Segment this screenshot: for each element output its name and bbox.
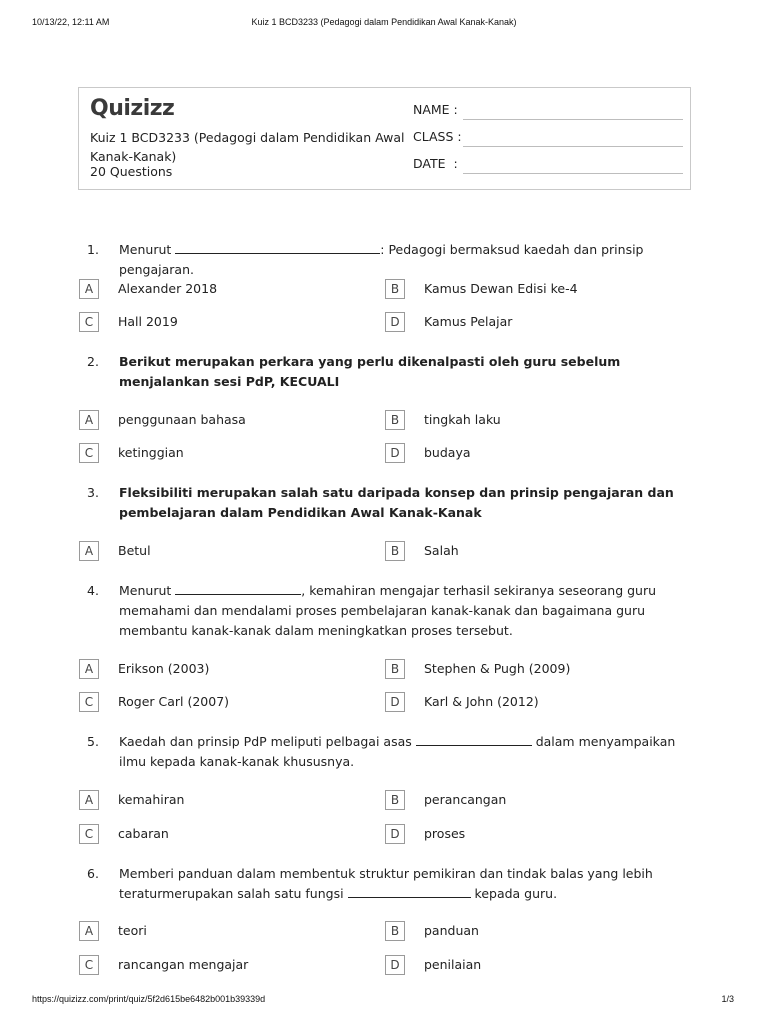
option-text: rancangan mengajar	[118, 957, 249, 972]
print-title: Kuiz 1 BCD3233 (Pedagogi dalam Pendidikan Awal Kanak-Kanak)	[251, 17, 517, 27]
option-letter: A	[79, 790, 99, 810]
print-datetime: 10/13/22, 12:11 AM	[32, 17, 110, 27]
option-letter: B	[385, 790, 405, 810]
option-letter: C	[79, 443, 99, 463]
question-number: 5.	[87, 734, 99, 749]
question-number: 6.	[87, 866, 99, 881]
option-text: penilaian	[424, 957, 482, 972]
option-text: Kamus Dewan Edisi ke-4	[424, 281, 578, 296]
quizizz-logo: Quizizz	[90, 96, 175, 121]
question-count: 20 Questions	[90, 164, 173, 179]
question-text: Fleksibiliti merupakan salah satu daripada konsep dan prinsip pengajaran dan pembelajaran dalam Pendidikan Awal Kanak-Kanak	[119, 485, 674, 520]
option-letter: C	[79, 692, 99, 712]
option-text: panduan	[424, 923, 479, 938]
option-letter: D	[385, 955, 405, 975]
class-line[interactable]	[463, 146, 683, 147]
question-text: Menurut : Pedagogi bermaksud kaedah dan prinsip pengajaran.	[119, 242, 644, 277]
option-letter: A	[79, 921, 99, 941]
answer-blank	[175, 581, 301, 595]
option-letter: D	[385, 443, 405, 463]
option-letter: C	[79, 312, 99, 332]
option-letter: A	[79, 410, 99, 430]
quiz-title: Kuiz 1 BCD3233 (Pedagogi dalam Pendidikan Awal Kanak-Kanak)	[90, 130, 405, 164]
class-field[interactable]	[413, 129, 683, 149]
date-field[interactable]	[413, 156, 683, 176]
option-text: tingkah laku	[424, 412, 501, 427]
question-number: 1.	[87, 242, 99, 257]
date-label: DATE :	[413, 156, 458, 171]
option-text: ketinggian	[118, 445, 184, 460]
option-text: Karl & John (2012)	[424, 694, 539, 709]
option-letter: B	[385, 410, 405, 430]
question-text: Kaedah dan prinsip PdP meliputi pelbagai asas dalam menyampaikan ilmu kepada kanak-kanak khususnya.	[119, 734, 676, 769]
option-text: Kamus Pelajar	[424, 314, 513, 329]
date-line[interactable]	[463, 173, 683, 174]
option-letter: A	[79, 659, 99, 679]
question-number: 4.	[87, 583, 99, 598]
question-text: Memberi panduan dalam membentuk struktur pemikiran dan tindak balas yang lebih teraturmerupakan salah satu fungsi kepada guru.	[119, 866, 653, 901]
option-text: kemahiran	[118, 792, 185, 807]
option-letter: B	[385, 921, 405, 941]
option-text: Roger Carl (2007)	[118, 694, 230, 709]
option-text: proses	[424, 826, 466, 841]
answer-blank	[175, 240, 380, 254]
name-field[interactable]	[413, 102, 683, 122]
option-text: perancangan	[424, 792, 507, 807]
option-letter: B	[385, 279, 405, 299]
name-line[interactable]	[463, 119, 683, 120]
option-text: penggunaan bahasa	[118, 412, 246, 427]
question-text: Menurut , kemahiran mengajar terhasil sekiranya seseorang guru memahami dan mendalami proses pembelajaran kanak-kanak dan bagaimana guru membantu kanak-kanak dalam meningkatkan proses tersebut.	[119, 583, 657, 638]
option-letter: B	[385, 541, 405, 561]
class-label: CLASS :	[413, 129, 462, 144]
option-letter: A	[79, 279, 99, 299]
option-letter: A	[79, 541, 99, 561]
question-number: 3.	[87, 485, 99, 500]
question-number: 2.	[87, 354, 99, 369]
answer-blank	[348, 884, 471, 898]
option-text: Stephen & Pugh (2009)	[424, 661, 571, 676]
option-text: budaya	[424, 445, 471, 460]
question-text: Berikut merupakan perkara yang perlu dikenalpasti oleh guru sebelum menjalankan sesi PdP, KECUALI	[119, 354, 621, 389]
option-text: Alexander 2018	[118, 281, 218, 296]
name-label: NAME :	[413, 102, 458, 117]
page-number: 1/3	[721, 994, 734, 1004]
option-letter: C	[79, 955, 99, 975]
option-letter: D	[385, 692, 405, 712]
option-text: cabaran	[118, 826, 169, 841]
option-letter: D	[385, 824, 405, 844]
option-text: Betul	[118, 543, 151, 558]
option-text: Erikson (2003)	[118, 661, 210, 676]
print-url[interactable]: https://quizizz.com/print/quiz/5f2d615be6482b001b39339d	[32, 994, 266, 1004]
option-text: teori	[118, 923, 147, 938]
option-letter: D	[385, 312, 405, 332]
option-text: Salah	[424, 543, 459, 558]
answer-blank	[416, 732, 532, 746]
option-letter: B	[385, 659, 405, 679]
quiz-header-box	[78, 87, 691, 190]
option-letter: C	[79, 824, 99, 844]
option-text: Hall 2019	[118, 314, 178, 329]
